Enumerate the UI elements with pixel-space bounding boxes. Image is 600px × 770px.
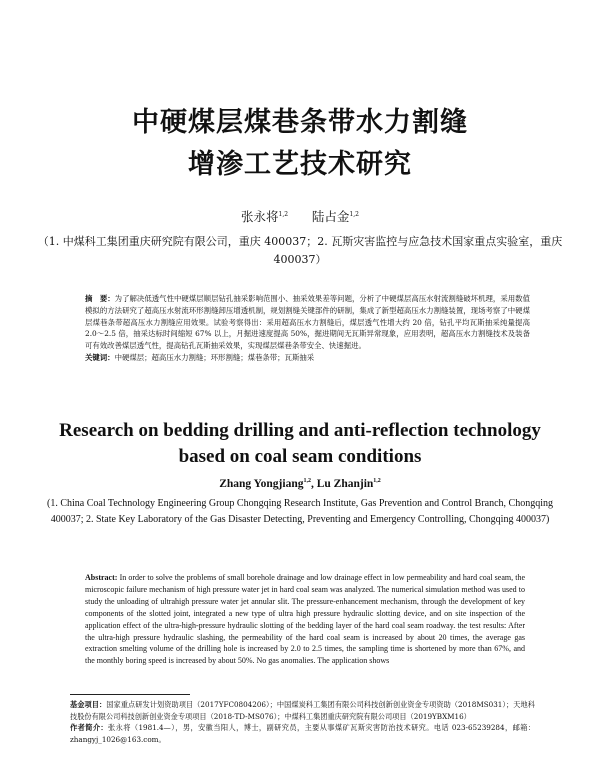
cn-title-line-2: 增渗工艺技术研究 bbox=[188, 149, 412, 180]
footnotes bbox=[70, 699, 535, 745]
en-author-2-sup: 1,2 bbox=[373, 478, 381, 485]
en-author-1: Zhang Yongjiang bbox=[219, 478, 304, 490]
cn-abstract-text: 为了解决低透气性中硬煤层顺层钻孔抽采影响范围小、抽采效果差等问题，分析了中硬煤层高压水射流割缝破坏机理，采用数值模拟的方法研究了超高压水射流环形割缝卸压增透机制，规划割缝关键部件的研制，集成了新型超高压水力割缝装置，现场考察了中硬煤层煤巷条带超高压水力割缝应用效果。试验考察得出：采用超高压水力割缝后，煤层透气性增大约 20 倍，钻孔平均瓦斯抽采纯量提高 2.0～2.5 倍，抽采达标时间缩短 67% 以上，月掘进速度提高 50%，掘进期间无瓦斯异常现象，应用表明，超高压水力割缝技术及装备可有效改善煤层透气性，提高钻孔瓦斯抽采效果，实现煤层煤巷条带安全、快速掘进。 bbox=[85, 294, 530, 351]
cn-author-2: 陆占金 bbox=[311, 209, 350, 224]
cn-title-line-1: 中硬煤层煤巷条带水力割缝 bbox=[132, 107, 468, 138]
en-abstract-label: Abstract: bbox=[85, 573, 118, 582]
fund-label: 基金项目： bbox=[70, 700, 107, 709]
cn-affiliation: （1. 中煤科工集团重庆研究院有限公司，重庆 400037；2. 瓦斯灾害监控与应急技术国家重点实验室，重庆 400037） bbox=[37, 235, 563, 266]
en-author-2: Lu Zhanjin bbox=[316, 478, 374, 490]
en-author-1-sup: 1,2 bbox=[303, 478, 311, 485]
fund-text: 国家重点研发计划资助项目（2017YFC0804206）；中国煤炭科工集团有限公司科技创新创业资金专项资助（2018MS031）；天地科技股份有限公司科技创新创业资金专项项目（2018-TD-MS076）；中煤科工集团重庆研究院有限公司项目（2019YBXM16） bbox=[70, 700, 535, 721]
en-affiliation: (1. China Coal Technology Engineering Group Chongqing Research Institute, Gas Prevention and Control Branch, Chongqing 400037; 2. State Key Laboratory of the Gas Disaster Detecting, Preventing and Emergency Controlling, Chongqing 400037) bbox=[47, 498, 553, 525]
cn-abstract bbox=[85, 293, 530, 352]
cn-authors bbox=[0, 207, 600, 225]
cn-author-1: 张永将 bbox=[241, 209, 279, 224]
author-bio-label: 作者简介： bbox=[70, 723, 109, 733]
cn-keywords-text: 中硬煤层；超高压水力割缝；环形割缝；煤巷条带；瓦斯抽采 bbox=[114, 352, 315, 362]
author-bio-text: 张永将（1981.4—），男，安徽当阳人，博士，副研究员，主要从事煤矿瓦斯灾害防治技术研究。电话 023-65239284，邮箱：zhangyj_1026@163.com。 bbox=[70, 723, 535, 744]
cn-keywords-label: 关键词： bbox=[85, 352, 115, 362]
cn-abstract-block bbox=[85, 293, 530, 364]
en-title-line-2: based on coal seam conditions bbox=[178, 446, 422, 467]
en-authors: Zhang Yongjiang$^{1,2}$, Lu Zhanjin$^{1,2}$ bbox=[219, 478, 381, 490]
fund-note bbox=[70, 699, 535, 722]
en-abstract bbox=[85, 572, 525, 667]
en-abstract-text: In order to solve the problems of small borehole drainage and low drainage effect in low permeability and hard coal seam, the microscopic failure mechanism of high pressure water jet in hard coal seam was analyzed. The numerical simulation method was used to study the unloading of ultrahigh pressure water jet annular slit. The pressure-enhancement mechanism, through the development of key components of the slotted joint, integrated a new type of ultra high pressure hydraulic slotting device, and on site inspection of the application effect of the ultra-high-pressure hydraulic slotting of the bedding layer of the hard coal seam roadway. the test results: After the ultra-high pressure hydraulic slashing, the permeability of the hard coal seam is increased by about 20 times, the average gas extraction smelting volume of the drilling hole is increased by 2.0 to 2.5 times, the sampling time is shortened by more than 67%, and the monthly boring speed is increased by about 50%. No gas anomalies. The application shows bbox=[85, 573, 525, 666]
cn-author-2-sup: 1,2 bbox=[349, 210, 359, 218]
en-title-line-1: Research on bedding drilling and anti-reflection technology bbox=[59, 420, 541, 441]
cn-keywords bbox=[85, 352, 530, 364]
footnote-divider bbox=[70, 694, 190, 695]
cn-abstract-label: 摘 要： bbox=[85, 294, 115, 303]
cn-author-1-sup: 1,2 bbox=[278, 210, 289, 218]
author-bio-note bbox=[70, 722, 535, 745]
